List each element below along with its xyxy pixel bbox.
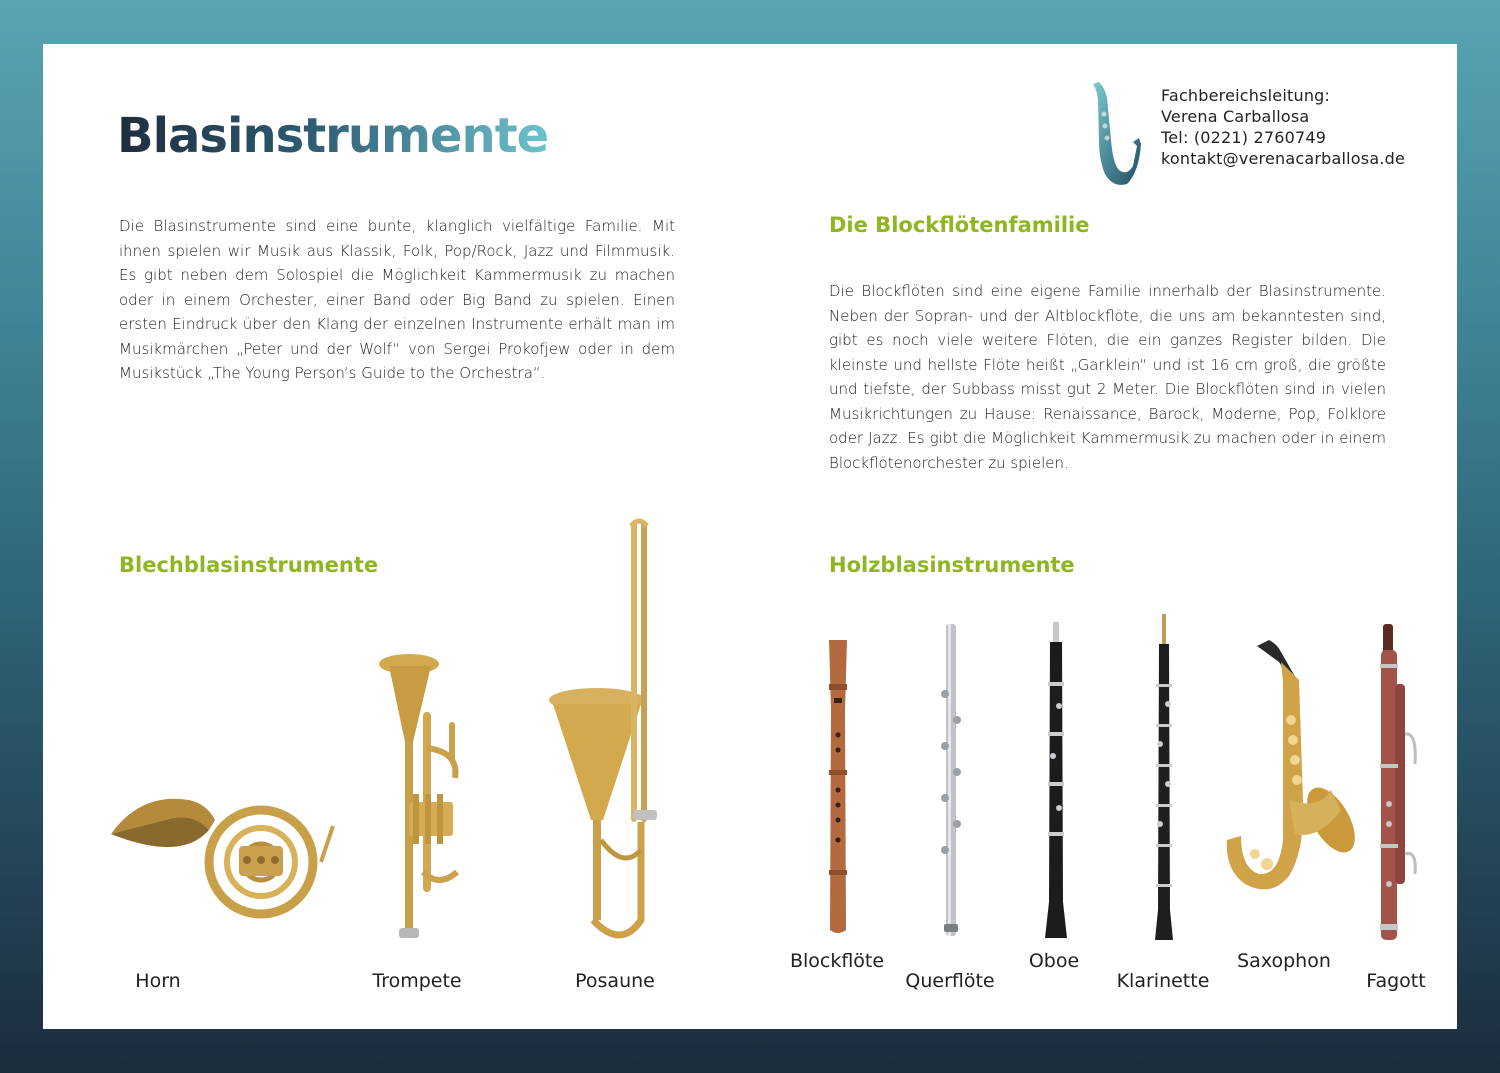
- contact-name: Verena Carballosa: [1161, 107, 1310, 126]
- holz-heading: Holzblasinstrumente: [829, 553, 1075, 577]
- label-fagott: Fagott: [1366, 970, 1426, 992]
- blech-heading: Blechblasinstrumente: [119, 553, 379, 577]
- klarinette-image: [1151, 614, 1177, 940]
- contact-phone: Tel: (0221) 2760749: [1161, 128, 1327, 147]
- fagott-image: [1371, 624, 1421, 946]
- brochure-page: [43, 44, 1457, 1029]
- label-posaune: Posaune: [575, 970, 655, 992]
- label-blockfloete: Blockflöte: [789, 950, 885, 972]
- contact-email[interactable]: kontakt@verenacarballosa.de: [1161, 149, 1406, 168]
- trompete-image: [379, 652, 469, 942]
- page-title: Blasinstrumente: [117, 108, 549, 164]
- blockfloete-paragraph: Die Blockflöten sind eine eigene Familie innerhalb der Blasinstrumente. Neben der Sopran- und der Altblockflöte, die uns am bekanntesten sind, gibt es noch viele weitere Flöten, die ein ganzes Register bilden. Die kleinste und hellste Flöte heißt „Garklein“ und ist 16 cm groß, die größte und tiefste, der Subbass misst gut 2 Meter. Die Blockflöten sind in vielen Musikrichtungen zu Hause: Renaissance, Barock, Moderne, Pop, Folklore oder Jazz. Es gibt die Möglichkeit Kammermusik zu machen oder in einem Blockflötenorchester zu spielen.: [829, 282, 1386, 472]
- oboe-image: [1043, 622, 1069, 938]
- blockfloete-image: [823, 640, 853, 934]
- posaune-image: [549, 520, 669, 944]
- saxophon-image: [1219, 640, 1349, 896]
- label-querfloete: Querflöte: [905, 970, 995, 992]
- horn-image: [111, 770, 337, 920]
- label-klarinette: Klarinette: [1116, 970, 1210, 992]
- contact-role: Fachbereichsleitung:: [1161, 86, 1331, 105]
- blockfloete-heading: Die Blockflötenfamilie: [829, 213, 1090, 237]
- label-trompete: Trompete: [372, 970, 462, 992]
- label-saxophon: Saxophon: [1237, 950, 1331, 972]
- querfloete-image: [937, 624, 965, 936]
- intro-paragraph: Die Blasinstrumente sind eine bunte, klanglich vielfältige Familie. Mit ihnen spielen wir Musik aus Klassik, Folk, Pop/Rock, Jazz und Filmmusik. Es gibt neben dem Solospiel die Möglichkeit Kammermusik zu machen oder in einem Orchester, einer Band oder Big Band zu spielen. Einen ersten Eindruck über den Klang der einzelnen Instrumente erhält man im Musikmärchen „Peter und der Wolf“ von Sergei Prokofjew oder in dem Musikstück „The Young Person‘s Guide to the Orchestra“.: [119, 217, 675, 382]
- saxophone-icon: [1089, 80, 1143, 186]
- label-oboe: Oboe: [1028, 950, 1080, 972]
- contact-block: [1161, 85, 1451, 169]
- label-horn: Horn: [135, 970, 181, 992]
